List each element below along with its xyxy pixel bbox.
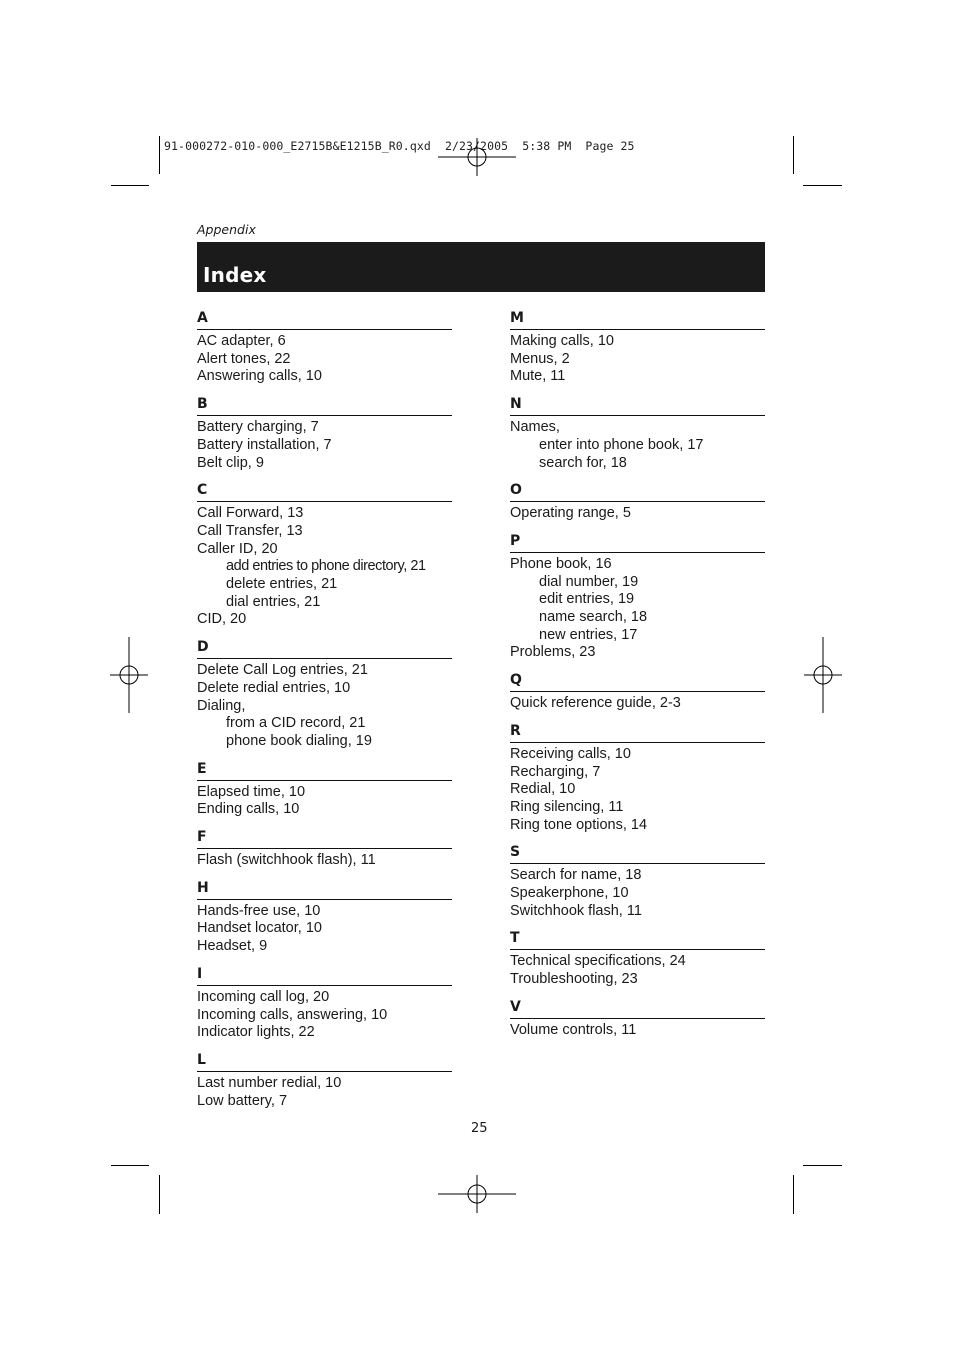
index-entry: Handset locator, 10 — [197, 920, 322, 937]
index-entry: Volume controls, 11 — [510, 1021, 637, 1038]
index-letter-heading: I — [197, 966, 452, 986]
index-subentry: phone book dialing, 19 — [226, 732, 372, 749]
index-group — [510, 533, 765, 662]
index-subentry: edit entries, 19 — [539, 591, 635, 608]
crop-mark-top-left-h — [111, 185, 149, 186]
index-group — [197, 396, 452, 472]
index-subentry: enter into phone book, 17 — [539, 436, 704, 453]
index-group — [197, 639, 452, 751]
index-entry: Last number redial, 10 — [197, 1074, 342, 1091]
registration-mark-icon — [804, 637, 842, 713]
index-letter-heading: H — [197, 880, 452, 900]
index-group — [510, 396, 765, 472]
index-entry: Delete redial entries, 10 — [197, 679, 351, 696]
index-group — [510, 930, 765, 988]
index-entry: Recharging, 7 — [510, 763, 601, 780]
index-entry: Call Forward, 13 — [197, 505, 304, 522]
index-group — [197, 310, 452, 386]
index-entry: Battery charging, 7 — [197, 419, 319, 436]
index-letter-heading: A — [197, 310, 452, 330]
page-title: Index — [203, 263, 267, 287]
index-entry: Redial, 10 — [510, 781, 576, 798]
crop-mark-top-right-v — [793, 136, 794, 174]
index-letter-heading: N — [510, 396, 765, 416]
index-entry: Phone book, 16 — [510, 555, 612, 572]
index-entry: Alert tones, 22 — [197, 350, 291, 367]
index-subentry: new entries, 17 — [539, 626, 638, 643]
index-entry: Names, — [510, 419, 560, 436]
registration-mark-icon — [110, 637, 148, 713]
index-group — [510, 723, 765, 835]
index-letter-heading: S — [510, 844, 765, 864]
index-group — [197, 761, 452, 819]
section-label: Appendix — [197, 222, 256, 237]
index-entry: Incoming calls, answering, 10 — [197, 1006, 388, 1023]
index-entry: Headset, 9 — [197, 938, 268, 955]
registration-mark-icon — [438, 1175, 516, 1213]
index-entry: Dialing, — [197, 697, 246, 714]
index-letter-heading: P — [510, 533, 765, 553]
index-letter-heading: R — [510, 723, 765, 743]
index-letter-heading: Q — [510, 672, 765, 692]
index-letter-heading: T — [510, 930, 765, 950]
index-letter-heading: F — [197, 829, 452, 849]
index-subentry: dial entries, 21 — [226, 593, 321, 610]
index-group — [197, 1052, 452, 1110]
index-entry: Battery installation, 7 — [197, 436, 332, 453]
index-subentry: from a CID record, 21 — [226, 715, 366, 732]
index-entry: Ring tone options, 14 — [510, 816, 648, 833]
index-subentry: delete entries, 21 — [226, 576, 338, 593]
index-entry: Receiving calls, 10 — [510, 745, 631, 762]
index-entry: Technical specifications, 24 — [510, 953, 686, 970]
index-group — [510, 672, 765, 713]
index-subentry: search for, 18 — [539, 454, 627, 471]
crop-mark-top-right-h — [803, 185, 842, 186]
index-letter-heading: M — [510, 310, 765, 330]
index-entry: AC adapter, 6 — [197, 333, 286, 349]
title-bar — [197, 242, 765, 292]
index-entry: Elapsed time, 10 — [197, 783, 306, 800]
index-entry: Speakerphone, 10 — [510, 885, 629, 902]
index-entry: Making calls, 10 — [510, 333, 614, 349]
index-entry: Switchhook flash, 11 — [510, 902, 642, 919]
index-entry: Indicator lights, 22 — [197, 1024, 315, 1041]
index-column-left — [197, 310, 452, 1120]
index-letter-heading: D — [197, 639, 452, 659]
index-group — [197, 829, 452, 870]
crop-mark-bottom-left-h — [111, 1165, 149, 1166]
registration-mark-icon — [438, 138, 516, 176]
crop-mark-bottom-right-v — [793, 1175, 794, 1214]
index-group — [510, 844, 765, 920]
index-entry: Caller ID, 20 — [197, 540, 278, 557]
index-subentry: add entries to phone directory, 21 — [226, 558, 426, 575]
index-letter-heading: V — [510, 999, 765, 1019]
index-subentry: dial number, 19 — [539, 573, 639, 590]
index-entry: Delete Call Log entries, 21 — [197, 662, 368, 679]
index-entry: CID, 20 — [197, 611, 247, 628]
index-entry: Quick reference guide, 2-3 — [510, 695, 681, 712]
index-letter-heading: O — [510, 482, 765, 502]
print-slug: 91-000272-010-000_E2715B&E1215B_R0.qxd 2/23/2005 5:38 PM Page 25 — [164, 139, 635, 153]
crop-mark-top-left-v — [159, 136, 160, 174]
index-entry: Mute, 11 — [510, 368, 566, 385]
index-subentry: name search, 18 — [539, 609, 648, 626]
index-group — [197, 482, 452, 629]
index-entry: Ring silencing, 11 — [510, 798, 624, 815]
index-entry: Answering calls, 10 — [197, 368, 322, 385]
index-entry: Incoming call log, 20 — [197, 988, 330, 1005]
index-entry: Flash (switchhook flash), 11 — [197, 852, 376, 869]
index-entry: Belt clip, 9 — [197, 454, 264, 471]
index-group — [197, 880, 452, 956]
index-column-right — [510, 310, 765, 1050]
index-letter-heading: C — [197, 482, 452, 502]
index-entry: Low battery, 7 — [197, 1092, 288, 1109]
index-group — [510, 999, 765, 1040]
index-entry: Problems, 23 — [510, 644, 596, 661]
index-entry: Call Transfer, 13 — [197, 522, 303, 539]
index-group — [197, 966, 452, 1042]
index-group — [510, 482, 765, 523]
index-group — [510, 310, 765, 386]
page-number: 25 — [471, 1121, 488, 1136]
index-letter-heading: B — [197, 396, 452, 416]
index-entry: Hands-free use, 10 — [197, 902, 321, 919]
index-entry: Troubleshooting, 23 — [510, 971, 638, 988]
crop-mark-bottom-left-v — [159, 1175, 160, 1214]
crop-mark-bottom-right-h — [803, 1165, 842, 1166]
index-letter-heading: L — [197, 1052, 452, 1072]
index-entry: Menus, 2 — [510, 350, 570, 367]
index-entry: Operating range, 5 — [510, 505, 631, 522]
index-entry: Ending calls, 10 — [197, 801, 300, 818]
index-letter-heading: E — [197, 761, 452, 781]
index-entry: Search for name, 18 — [510, 867, 642, 884]
